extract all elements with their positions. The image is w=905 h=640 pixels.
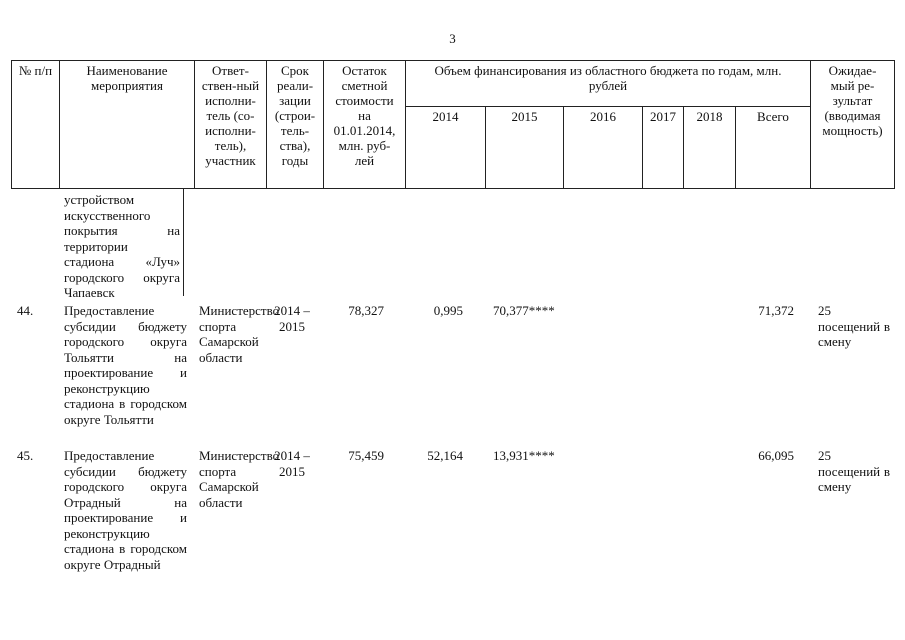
header-year-2016: 2016 [564,107,643,189]
header-num: № п/п [12,61,60,189]
header-funding-group: Объем финансирования из областного бюджета по годам, млн. рублей [406,61,811,107]
header-year-2018: 2018 [684,107,736,189]
header-result: Ожидае-мый ре-зультат (вводимая мощность) [811,61,895,189]
header-total: Всего [736,107,811,189]
row-44-balance: 78,327 [348,303,384,318]
column-divider [183,189,184,296]
header-year-2017: 2017 [643,107,684,189]
header-term: Срок реали-зации (строи-тель-ства), годы [267,61,324,189]
row-45-name: Предоставление субсидии бюджету городского округа Отрадный на проектирование и реконструкцию стадиона в городском округе Отрадный [64,448,187,572]
row-45-term: 2014 – 2015 [274,448,310,479]
row-45-2015: 13,931**** [493,448,555,463]
row-44-name: Предоставление субсидии бюджету городского округа Тольятти на проектирование и реконструкцию стадиона в городском округе Тольятти [64,303,187,427]
row-45-balance: 75,459 [348,448,384,463]
row-44-responsible: Министерство спорта Самарской области [199,303,280,365]
row-44-2014: 0,995 [433,303,463,318]
header-year-2015: 2015 [486,107,564,189]
row-44-result: 25 посещений в смену [818,303,890,349]
header-balance: Остаток сметной стоимости на 01.01.2014, млн. руб-лей [324,61,406,189]
row-44-total: 71,372 [758,303,794,318]
row-45-responsible: Министерство спорта Самарской области [199,448,280,510]
row-45-num: 45. [17,448,34,463]
row-44-2015: 70,377**** [493,303,555,318]
row-45-2014: 52,164 [427,448,463,463]
row-45-total: 66,095 [758,448,794,463]
row-44-term: 2014 – 2015 [274,303,310,334]
header-responsible: Ответ-ствен-ный исполни-тель (со-исполни-тель), участник [195,61,267,189]
header-year-2014: 2014 [406,107,486,189]
row-45-result: 25 посещений в смену [818,448,890,494]
header-name: Наименование мероприятия [60,61,195,189]
page-number: 3 [449,31,456,46]
continuation-text: устройством искусственного покрытия на территории стадиона «Луч» городского округа Чапаевск [64,192,180,300]
table-header [11,60,895,189]
row-44-num: 44. [17,303,34,318]
